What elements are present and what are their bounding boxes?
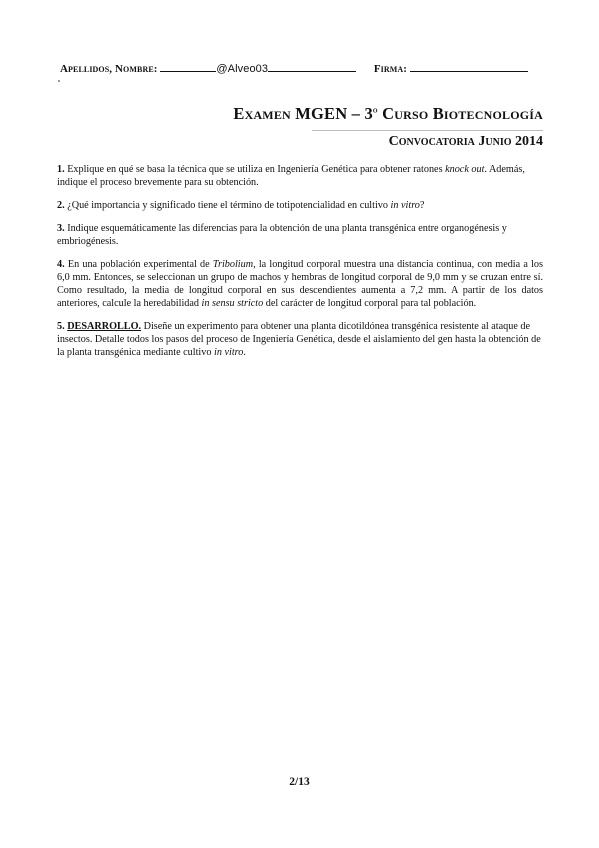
question-number: 2. bbox=[57, 200, 65, 211]
question-number: 3. bbox=[57, 223, 65, 234]
question-number: 5. bbox=[57, 321, 65, 332]
question-text: Indique esquemáticamente las diferencias para la obtención de una planta transgénica entre organogénesis y embriogénesis. bbox=[57, 223, 507, 247]
question-1 bbox=[57, 163, 543, 189]
name-fill-line-left bbox=[160, 60, 216, 72]
signature-label: Firma: bbox=[373, 63, 408, 75]
question-text: Explique en qué se basa la técnica que se utiliza en Ingeniería Genética para obtener ratones bbox=[64, 164, 446, 175]
question-4 bbox=[57, 258, 543, 310]
exam-title-ordinal: o bbox=[372, 105, 378, 115]
question-italic-term: in vitro bbox=[214, 347, 244, 358]
exam-title-block bbox=[233, 104, 543, 124]
question-5 bbox=[57, 320, 543, 359]
question-number: 1. bbox=[57, 164, 65, 175]
title-divider bbox=[312, 130, 543, 131]
question-italic-term: knock out bbox=[445, 164, 485, 175]
question-text: ¿Qué importancia y significado tiene el término de totipotencialidad en cultivo bbox=[64, 200, 391, 211]
question-italic-term: Tribolium bbox=[212, 259, 254, 270]
exam-subtitle: Convocatoria Junio 2014 bbox=[388, 134, 543, 149]
question-3 bbox=[57, 222, 543, 248]
question-italic-term: in sensu stricto bbox=[201, 298, 264, 309]
scan-dot bbox=[58, 80, 60, 82]
question-text: . Además, indique el proceso brevemente para su obtención. bbox=[57, 164, 525, 188]
development-label: DESARROLLO. bbox=[67, 321, 142, 332]
question-text: . bbox=[243, 347, 246, 358]
question-text: del carácter de longitud corporal para tal población. bbox=[263, 298, 477, 309]
question-2 bbox=[57, 199, 543, 212]
header-fields bbox=[60, 60, 550, 75]
question-text: En una población experimental de bbox=[64, 259, 213, 270]
exam-title-prefix: Examen MGEN – 3 bbox=[233, 104, 373, 123]
question-text: Diseñe un experimento para obtener una planta dicotildónea transgénica resistente al ataque de insectos. Detalle todos los pasos del proceso de Ingeniería Genética, desde el aislamiento del gen hasta la obtención de la planta transgénica mediante cultivo bbox=[57, 321, 541, 358]
question-text: ? bbox=[419, 200, 425, 211]
signature-fill-line bbox=[410, 60, 528, 72]
name-fill-line-right bbox=[268, 60, 356, 72]
user-name: @Alveo03 bbox=[216, 63, 269, 75]
page-number: 2/13 bbox=[289, 776, 310, 788]
question-italic-term: in vitro bbox=[390, 200, 420, 211]
exam-title bbox=[233, 104, 543, 124]
question-number: 4. bbox=[57, 259, 65, 270]
exam-title-suffix: Curso Biotecnología bbox=[377, 104, 543, 123]
name-label: Apellidos, Nombre: bbox=[60, 63, 158, 75]
question-text: , la longitud corporal muestra una distancia continua, con media a los 6,0 mm. Entonces, se seleccionan un grupo de machos y hembras de longitud corporal de 9,0 mm y se cruzan entre sí. Como resultado, la media de longitud corporal en sus descendientes aumenta a 7,2 mm. A partir de los datos anteriores, calcule la heredabilidad bbox=[57, 259, 543, 309]
question-list bbox=[57, 163, 543, 369]
